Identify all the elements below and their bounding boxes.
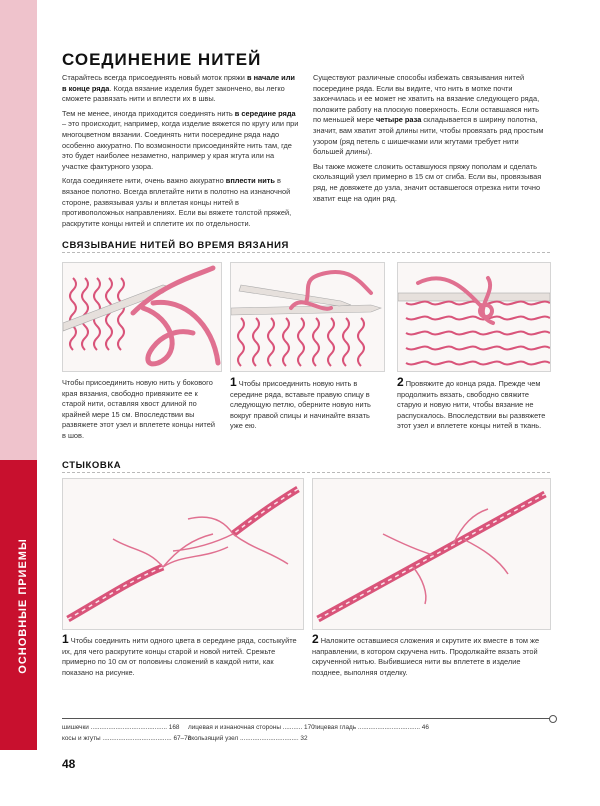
caption-edge-join: Чтобы присоединить новую нить у бокового края вязания, свободно привяжите ее к старой нити, оставляя хвост длиной по крайней мере 15 см. Впоследствии вы развяжете этот узел и вплетете концы нитей в шов. [62, 378, 215, 440]
illustration-edge-join [62, 262, 222, 372]
section-rule [62, 472, 550, 473]
intro-paragraph-4: Существуют различные способы избежать связывания нитей посередине ряда. Если вы видите, что нить в мотке почти закончилась и ее может не хватить на вязание следующего ряда, положите работу на плоскую поверхность. Если оставшаяся нить по меньшей мере четыре раза складывается в ширину полотна, значит, вам хватит этой длины нити, чтобы провязать ряд простым узором (ряд петель с шишечками или жгутами требует нити большей длины). [313, 73, 544, 157]
intro-paragraph-3: Когда соединяете нити, очень важно аккуратно вплести нить в вязаное полотно. Всегда вплетайте нити в полотно на изнаночной стороне, развязывая узлы и вплетая концы нитей в противоположных направлениях. Если вы вяжете толстой пряжей, раскрутите концы нитей и сплетите их по отдельности. [62, 176, 292, 228]
intro-left-column [62, 73, 300, 233]
section-heading-joining: СВЯЗЫВАНИЕ НИТЕЙ ВО ВРЕМЯ ВЯЗАНИЯ [62, 240, 289, 251]
page-title: СОЕДИНЕНИЕ НИТЕЙ [62, 50, 262, 69]
illustration-mid-row-join [230, 262, 385, 372]
illustration-tie-threads [397, 262, 551, 372]
index-rule-end [549, 715, 557, 723]
index-entry: лицевая гладь ................................... 46 [313, 724, 429, 731]
intro-paragraph-2: Тем не менее, иногда приходится соединять нить в середине ряда – это происходит, например, когда изделие вяжется по кругу или при многоцветном вязании. Соединять нити посередине ряда надо особенно аккуратно. По возможности присоединяйте нить там, где это будет наиболее незаметно, например у края жгута или на участке фактурного узора. [62, 108, 299, 171]
index-entry: лицевая и изнаночная стороны ........... 170 [188, 724, 315, 731]
caption-untwist-ends: 1 Чтобы соединить нити одного цвета в середине ряда, состыкуйте их, для чего раскрутите концы старой и новой нитей. Срежьте примерно по 10 см от половины сложений в каждой нити, как показано на рисунке. [62, 632, 297, 677]
chapter-tab [0, 460, 37, 750]
index-entry: шишечки ........................................... 168 [62, 724, 180, 731]
caption-tie-threads: 2 Провяжите до конца ряда. Прежде чем продолжить вязать, свободно свяжите старую и новую нити, чтобы вязание не распускалось. Впоследствии вы развяжете этот узел и вплетете концы нитей в ткань. [397, 375, 546, 431]
index-entry: скользящий узел ................................. 32 [188, 735, 308, 742]
intro-paragraph-5: Вы также можете сложить оставшуюся пряжу пополам и сделать скользящий узел примерно в 15 см от сгиба. Если вы, провязывая ряд, не довяжете до узла, значит оставшегося отрезка нити точно хватит еще на один ряд. [313, 161, 542, 203]
chapter-label: ОСНОВНЫЕ ПРИЕМЫ [17, 538, 29, 674]
index-entry: косы и жгуты ....................................... 67–78 [62, 735, 192, 742]
caption-mid-row-join: 1 Чтобы присоединить новую нить в середине ряда, вставьте правую спицу в следующую петлю, оберните новую нить вокруг правой спицы и начинайте вязать уже ею. [230, 375, 371, 431]
index-rule [62, 718, 553, 719]
intro-paragraph-1: Старайтесь всегда присоединять новый моток пряжи в начале или в конце ряда. Когда вязание изделия будет закончено, вы легко сможете развязать нити и вплести их в швы. [62, 73, 295, 104]
page-edge-strip [0, 0, 37, 460]
section-rule [62, 252, 550, 253]
intro-right-column [313, 73, 549, 208]
section-heading-splicing: СТЫКОВКА [62, 460, 122, 471]
illustration-untwist-ends [62, 478, 304, 630]
caption-twist-together: 2 Наложите оставшиеся сложения и скрутите их вместе в том же направлении, в котором скручена нить. Продолжайте вязать этой скрученной нитью. Выбившиеся нити вы вплетете в изделие позднее, выполняя отделку. [312, 632, 540, 677]
page-number: 48 [62, 757, 76, 771]
illustration-twist-together [312, 478, 551, 630]
